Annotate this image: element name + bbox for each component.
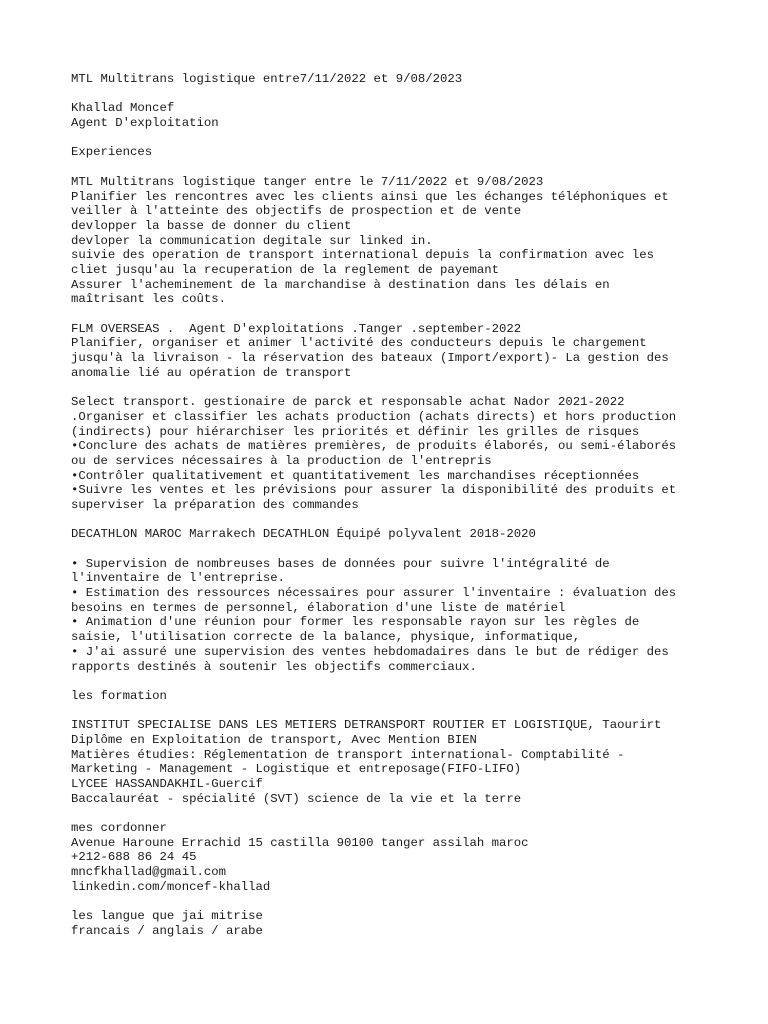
text-line: •Suivre les ventes et les prévisions pour assurer la disponibilité des produits et [71, 483, 677, 498]
text-line: devlopper la basse de donner du client [71, 218, 352, 233]
blank-line [71, 307, 761, 322]
text-line: Diplôme en Exploitation de transport, Avec Mention BIEN [71, 732, 477, 747]
text-line: • Estimation des ressources nécessaires pour assurer l'inventaire : évaluation des [71, 586, 677, 601]
text-line: • Supervision de nombreuses bases de données pour suivre l'intégralité de [71, 556, 610, 571]
text-line: saisie, l'utilisation correcte de la balance, physique, informatique, [71, 630, 581, 645]
blank-line [71, 542, 761, 557]
blank-line [71, 131, 761, 146]
blank-line [71, 160, 761, 175]
text-line: ou de services nécessaires à la production de l'entrepris [71, 453, 492, 468]
text-line: Experiences [71, 145, 153, 160]
text-line: LYCEE HASSANDAKHIL-Guercif [71, 777, 263, 791]
text-line: superviser la préparation des commandes [71, 497, 359, 512]
text-line: maîtrisant les coûts. [71, 292, 226, 307]
text-line: mes cordonner [71, 821, 167, 836]
text-line: Baccalauréat - spécialité (SVT) science de la vie et la terre [71, 791, 522, 806]
text-line: devloper la communication degitale sur linked in. [71, 233, 433, 248]
text-line: linkedin.com/moncef-khallad [71, 879, 271, 894]
text-line: jusqu'à la livraison - la réservation des bateaux (Import/export)- La gestion des [71, 351, 669, 366]
text-line: FLM OVERSEAS . Agent D'exploitations .Tanger .september-2022 [71, 321, 522, 336]
blank-line [71, 895, 761, 910]
text-line: MTL Multitrans logistique entre7/11/2022 et 9/08/2023 [71, 72, 463, 86]
text-line: • Animation d'une réunion pour former les responsable rayon sur les règles de [71, 615, 640, 630]
text-line: • J'ai assuré une supervision des ventes hebdomadaires dans le but de rédiger des [71, 644, 669, 659]
document-body [71, 72, 761, 939]
text-line: mncfkhallad@gmail.com [71, 865, 226, 880]
text-line: suivie des operation de transport international depuis la confirmation avec les [71, 248, 654, 263]
text-line: Avenue Haroune Errachid 15 castilla 90100 tanger assilah maroc [71, 835, 529, 850]
text-line: Matières étudies: Réglementation de transport international- Comptabilité - [71, 747, 625, 762]
text-line: besoins en termes de personnel, élaboration d'une liste de matériel [71, 600, 566, 615]
text-line: Planifier les rencontres avec les clients ainsi que les échanges téléphoniques et [71, 189, 669, 204]
text-line: MTL Multitrans logistique tanger entre le 7/11/2022 et 9/08/2023 [71, 174, 544, 189]
text-line: Planifier, organiser et animer l'activité des conducteurs depuis le chargement [71, 336, 647, 351]
blank-line [71, 380, 761, 395]
text-line: Marketing - Management - Logistique et entreposage(FIFO-LIFO) [71, 762, 522, 777]
text-line: Select transport. gestionaire de parck et responsable achat Nador 2021-2022 [71, 395, 625, 410]
text-line: Agent D'exploitation [71, 116, 219, 131]
blank-line [71, 87, 761, 102]
text-line: anomalie lié au opération de transport [71, 365, 352, 380]
text-line: (indirects) pour hiérarchiser les priorités et définir les grilles de risques [71, 424, 640, 439]
text-line: DECATHLON MAROC Marrakech DECATHLON Équipé polyvalent 2018-2020 [71, 527, 536, 542]
text-line: rapports destinés à soutenir les objectifs commerciaux. [71, 659, 477, 674]
blank-line [71, 806, 761, 821]
text-line: INSTITUT SPECIALISE DANS LES METIERS DETRANSPORT ROUTIER ET LOGISTIQUE, Taourirt [71, 718, 662, 733]
blank-line [71, 513, 761, 528]
blank-line [71, 704, 761, 719]
text-line: francais / anglais / arabe [71, 923, 263, 938]
text-line: Khallad Moncef [71, 101, 175, 116]
text-line: Assurer l'acheminement de la marchandise à destination dans les délais en [71, 277, 610, 292]
text-line: l'inventaire de l'entreprise. [71, 571, 286, 586]
text-line: cliet jusqu'au la recuperation de la reglement de payemant [71, 262, 500, 277]
text-line: les langue que jai mitrise [71, 909, 263, 924]
blank-line [71, 674, 761, 689]
text-line: veiller à l'atteinte des objectifs de prospection et de vente [71, 204, 522, 219]
text-line: +212-688 86 24 45 [71, 850, 197, 865]
text-line: les formation [71, 688, 167, 703]
text-line: •Contrôler qualitativement et quantitativement les marchandises réceptionnées [71, 468, 640, 483]
text-line: •Conclure des achats de matières premières, de produits élaborés, ou semi-élaborés [71, 439, 677, 454]
text-line: .Organiser et classifier les achats production (achats directs) et hors production [71, 409, 677, 424]
